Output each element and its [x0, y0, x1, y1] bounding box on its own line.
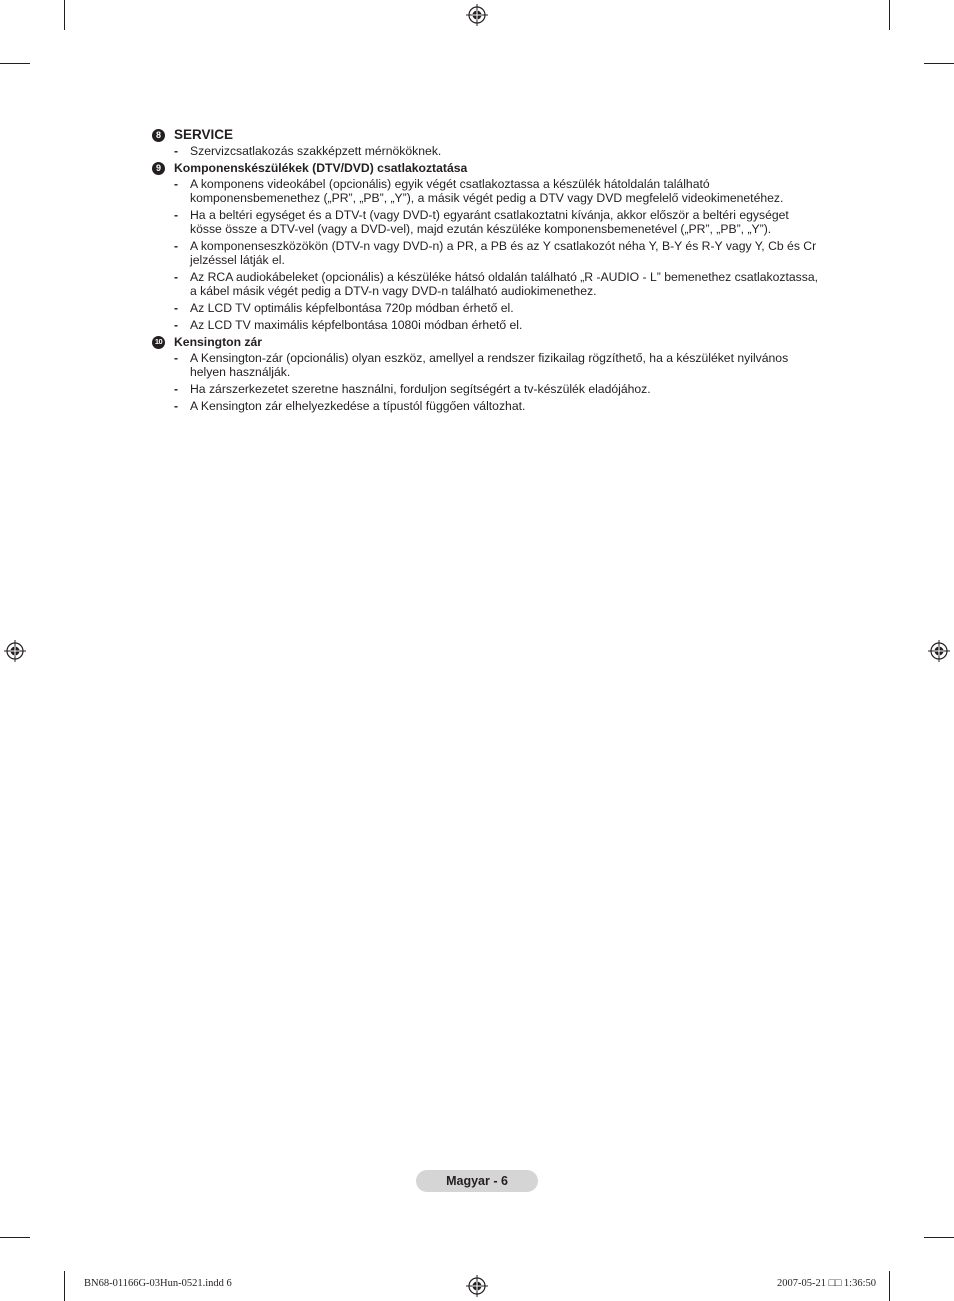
section-title: SERVICE	[174, 127, 234, 142]
list-item: - Az LCD TV maximális képfelbontása 1080i módban érhető el.	[174, 318, 523, 332]
list-item: - Az RCA audiokábeleket (opcionális) a készüléke hátsó oldalán található „R -AUDIO - L” bemenethez csatlakoztassa, a kábel másik végét pedig a DTV-n vagy DVD-n található audiokimenethez.	[174, 270, 818, 298]
bullet-dash: -	[174, 239, 179, 253]
list-item: - A komponens videokábel (opcionális) egyik végét csatlakoztassa a készülék hátoldalán található komponensbemenethez („PR”, „PB”, „Y”), a másik végét pedig a DTV vagy DVD megfelelő videokimenetéhez.	[174, 177, 784, 205]
list-item: - A komponenseszközökön (DTV-n vagy DVD-n) a PR, a PB és az Y csatlakozót néha Y, B-Y és R-Y vagy Y, Cb és Cr jelzéssel látják el.	[174, 239, 817, 267]
section-component-devices	[152, 161, 822, 332]
list-item: - Szervizcsatlakozás szakképzett mérnököknek.	[174, 144, 442, 158]
registration-mark-icon	[4, 640, 26, 662]
section-number-badge: 10	[152, 336, 165, 349]
bullet-dash: -	[174, 270, 179, 284]
registration-mark-icon	[466, 1275, 488, 1297]
section-number-badge: 9	[152, 162, 165, 175]
file-slug: BN68-01166G-03Hun-0521.indd 6	[84, 1278, 232, 1289]
bullet-list	[152, 351, 822, 413]
crop-mark	[64, 1271, 65, 1301]
bullet-dash: -	[174, 318, 179, 332]
bullet-list	[152, 144, 822, 158]
section-kensington-lock	[152, 335, 822, 413]
bullet-dash: -	[174, 351, 179, 365]
list-item: - Az LCD TV optimális képfelbontása 720p módban érhető el.	[174, 301, 514, 315]
crop-mark	[924, 63, 954, 64]
bullet-dash: -	[174, 208, 179, 222]
bullet-dash: -	[174, 382, 179, 396]
bullet-dash: -	[174, 177, 179, 191]
section-number-badge: 8	[152, 129, 165, 142]
registration-mark-icon	[928, 640, 950, 662]
section-heading	[152, 161, 822, 175]
manual-content	[152, 128, 822, 416]
list-item: - A Kensington zár elhelyezkedése a típustól függően változhat.	[174, 399, 526, 413]
bullet-dash: -	[174, 399, 179, 413]
list-item: - Ha zárszerkezetet szeretne használni, forduljon segítségért a tv-készülék eladójához.	[174, 382, 651, 396]
section-heading	[152, 128, 822, 142]
page-number-badge: Magyar - 6	[416, 1170, 538, 1192]
section-service	[152, 128, 822, 158]
bullet-dash: -	[174, 144, 179, 158]
list-item: - A Kensington-zár (opcionális) olyan eszköz, amellyel a rendszer fizikailag rögzíthető, ha a készüléket nyilvános helyen használják.	[174, 351, 789, 379]
section-title: Kensington zár	[174, 335, 263, 349]
date-slug: 2007-05-21 □□ 1:36:50	[776, 1278, 876, 1289]
section-title: Komponenskészülékek (DTV/DVD) csatlakoztatása	[174, 161, 468, 175]
list-item: - Ha a beltéri egységet és a DTV-t (vagy DVD-t) egyaránt csatlakoztatni kívánja, akkor először a beltéri egységet kösse össze a DTV-vel (vagy a DVD-vel), majd ezután készüléke komponensbemenetével („PR”, „PB”, „Y”).	[174, 208, 789, 236]
crop-mark	[64, 0, 65, 30]
crop-mark	[0, 1237, 30, 1238]
section-heading	[152, 335, 822, 349]
crop-mark	[889, 0, 890, 30]
crop-mark	[924, 1237, 954, 1238]
crop-mark	[889, 1271, 890, 1301]
registration-mark-icon	[466, 4, 488, 26]
crop-mark	[0, 63, 30, 64]
bullet-dash: -	[174, 301, 179, 315]
bullet-list	[152, 177, 822, 332]
